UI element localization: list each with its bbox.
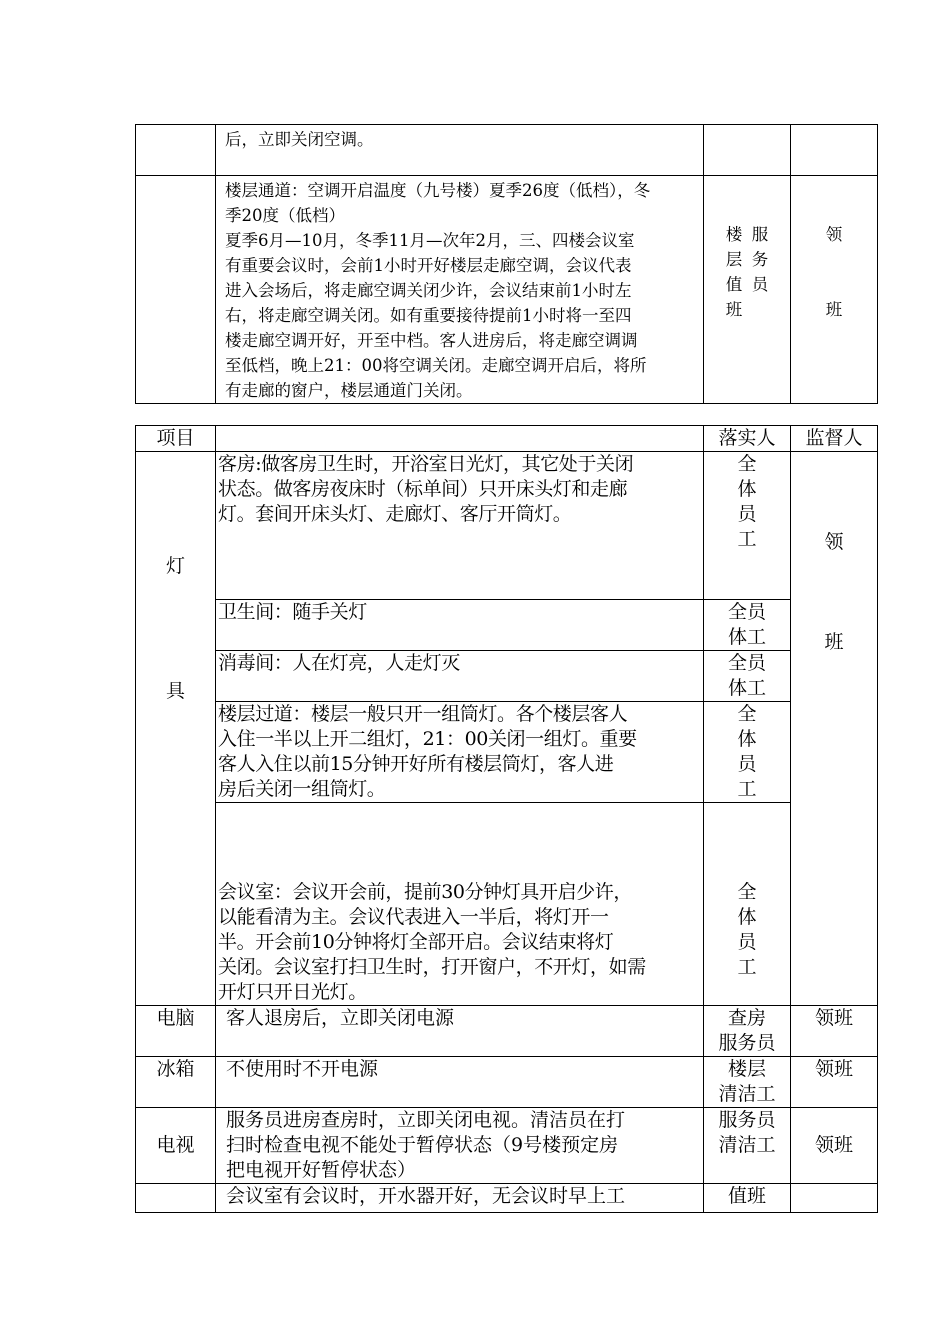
item-cell: 冰箱 [136,1057,216,1108]
supervisor-cell: 领班 [791,1108,878,1184]
responsible-cell: 值班 [704,1184,791,1213]
item-cell [136,176,216,404]
supervisor-cell [791,1184,878,1213]
content-line: 房后关闭一组筒灯。 [218,778,386,800]
content-cell [216,452,704,600]
responsible-char: 班 [725,300,743,319]
responsible-char: 全 [737,703,757,725]
supervisor-cell [791,176,878,404]
supervisor-char: 班 [825,300,843,319]
responsible-line: 查房 [727,1007,766,1029]
responsible-cell [704,1006,791,1057]
lamp-item-cell [136,452,216,1006]
header-responsible: 落实人 [704,426,791,452]
supervisor-char: 领 [825,225,843,244]
supervisor-cell [791,125,878,176]
responsible-char: 全 [737,453,757,475]
responsible-line: 体工 [727,677,766,699]
content-line: 状态。做客房夜床时（标单间）只开床头灯和走廊 [218,478,628,500]
responsible-char: 员 [737,503,757,525]
item-cell: 电视 [136,1108,216,1184]
responsible-cell [704,803,791,1006]
content-line: 有走廊的窗户，楼层通道门关闭。 [225,381,473,400]
responsible-char: 体 [737,478,757,500]
content-cell [216,125,704,176]
responsible-cell [704,651,791,702]
table-row [136,702,878,803]
content-text: 后，立即关闭空调。 [225,130,374,149]
lamp-label-char: 灯 [165,555,185,577]
content-line: 客房:做客房卫生时，开浴室日光灯，其它处于关闭 [218,453,634,475]
supervisor-cell: 领班 [791,1006,878,1057]
content-line: 以能看清为主。会议代表进入一半后，将灯开一 [218,906,609,928]
item-cell [136,1184,216,1213]
supervisor-char [791,247,877,272]
content-line: 会议室：会议开会前，提前30分钟灯具开启少许， [218,881,632,903]
responsible-char: 工 [737,956,757,978]
lamp-label-char: 具 [165,680,185,702]
responsible-cell [704,702,791,803]
content-line: 进入会场后，将走廊空调关闭少许，会议结束前1小时左 [225,281,632,300]
content-line: 卫生间：随手关灯 [218,601,367,623]
content-cell [216,803,704,1006]
responsible-char: 全 [737,881,757,903]
lighting-table [135,425,878,1213]
responsible-char: 务 [751,250,769,269]
content-line: 扫时检查电视不能处于暂停状态（9号楼预定房 [226,1134,619,1156]
table-row [136,452,878,600]
content-cell [216,176,704,404]
responsible-line: 体工 [727,626,766,648]
content-line: 右，将走廊空调关闭。如有重要接待提前1小时将一至四 [225,306,632,325]
table-row [136,1006,878,1057]
content-line: 消毒间：人在灯亮，人走灯灭 [218,652,460,674]
content-line: 楼层过道：楼层一般只开一组筒灯。各个楼层客人 [218,703,628,725]
ac-table [135,124,878,404]
content-line: 夏季6月—10月，冬季11月—次年2月，三、四楼会议室 [225,231,635,250]
responsible-char: 楼 [725,225,743,244]
content-line: 客人入住以前15分钟开好所有楼层筒灯，客人进 [218,753,614,775]
responsible-line: 服务员 [718,1032,776,1054]
content-line: 有重要会议时，会前1小时开好楼层走廊空调，会议代表 [225,256,632,275]
responsible-line: 服务员 [718,1109,776,1131]
content-cell [216,702,704,803]
item-cell: 电脑 [136,1006,216,1057]
content-cell: 不使用时不开电源 [216,1057,704,1108]
responsible-char: 服 [751,225,769,244]
responsible-cell [704,452,791,600]
content-line: 季20度（低档） [225,206,345,225]
responsible-cell [704,1057,791,1108]
header-item: 项目 [136,426,216,452]
supervisor-cell: 领班 [791,1057,878,1108]
header-content [216,426,704,452]
supervisor-char: 领 [824,531,844,553]
responsible-line: 楼层 [727,1058,766,1080]
responsible-cell [704,125,791,176]
table-row [136,1184,878,1213]
supervisor-char [791,272,877,297]
responsible-line: 全员 [727,652,766,674]
content-cell [216,1108,704,1184]
responsible-char: 值 [725,275,743,294]
content-line: 半。开会前10分钟将灯全部开启。会议结束将灯 [218,931,614,953]
content-line: 关闭。会议室打扫卫生时，打开窗户，不开灯，如需 [218,956,646,978]
content-line: 入住一半以上开二组灯，21：00关闭一组灯。重要 [218,728,637,750]
responsible-char: 体 [737,906,757,928]
responsible-char: 工 [737,778,757,800]
table-row [136,600,878,651]
responsible-char: 员 [737,931,757,953]
content-cell [216,651,704,702]
content-cell: 会议室有会议时，开水器开好，无会议时早上工 [216,1184,704,1213]
content-line: 楼走廊空调开好，开至中档。客人进房后，将走廊空调调 [225,331,638,350]
content-line: 开灯只开日光灯。 [218,981,367,1003]
table-row [136,803,878,1006]
responsible-char: 员 [737,753,757,775]
content-line: 至低档，晚上21：00将空调关闭。走廊空调开启后，将所 [225,356,647,375]
content-cell: 客人退房后，立即关闭电源 [216,1006,704,1057]
header-row [136,426,878,452]
responsible-line: 全员 [727,601,766,623]
responsible-cell [704,176,791,404]
responsible-cell [704,1108,791,1184]
content-line: 服务员进房查房时，立即关闭电视。清洁员在打 [226,1109,626,1131]
supervisor-char: 班 [824,631,844,653]
responsible-char: 工 [737,528,757,550]
content-line: 灯。套间开床头灯、走廊灯、客厅开筒灯。 [218,503,572,525]
table-row [136,176,878,404]
responsible-line: 清洁工 [718,1134,776,1156]
table-row [136,1057,878,1108]
responsible-char: 体 [737,728,757,750]
responsible-char: 层 [725,250,743,269]
responsible-char [749,297,771,322]
header-supervisor: 监督人 [791,426,878,452]
responsible-cell [704,600,791,651]
content-line: 把电视开好暂停状态） [226,1159,417,1181]
item-cell [136,125,216,176]
responsible-line: 清洁工 [718,1083,776,1105]
table-row [136,1108,878,1184]
table-row [136,651,878,702]
content-line: 楼层通道：空调开启温度（九号楼）夏季26度（低档），冬 [225,181,651,200]
content-cell [216,600,704,651]
supervisor-cell [791,702,878,1006]
responsible-char: 员 [751,275,769,294]
table-row [136,125,878,176]
lamp-supervisor-cell [791,452,878,702]
